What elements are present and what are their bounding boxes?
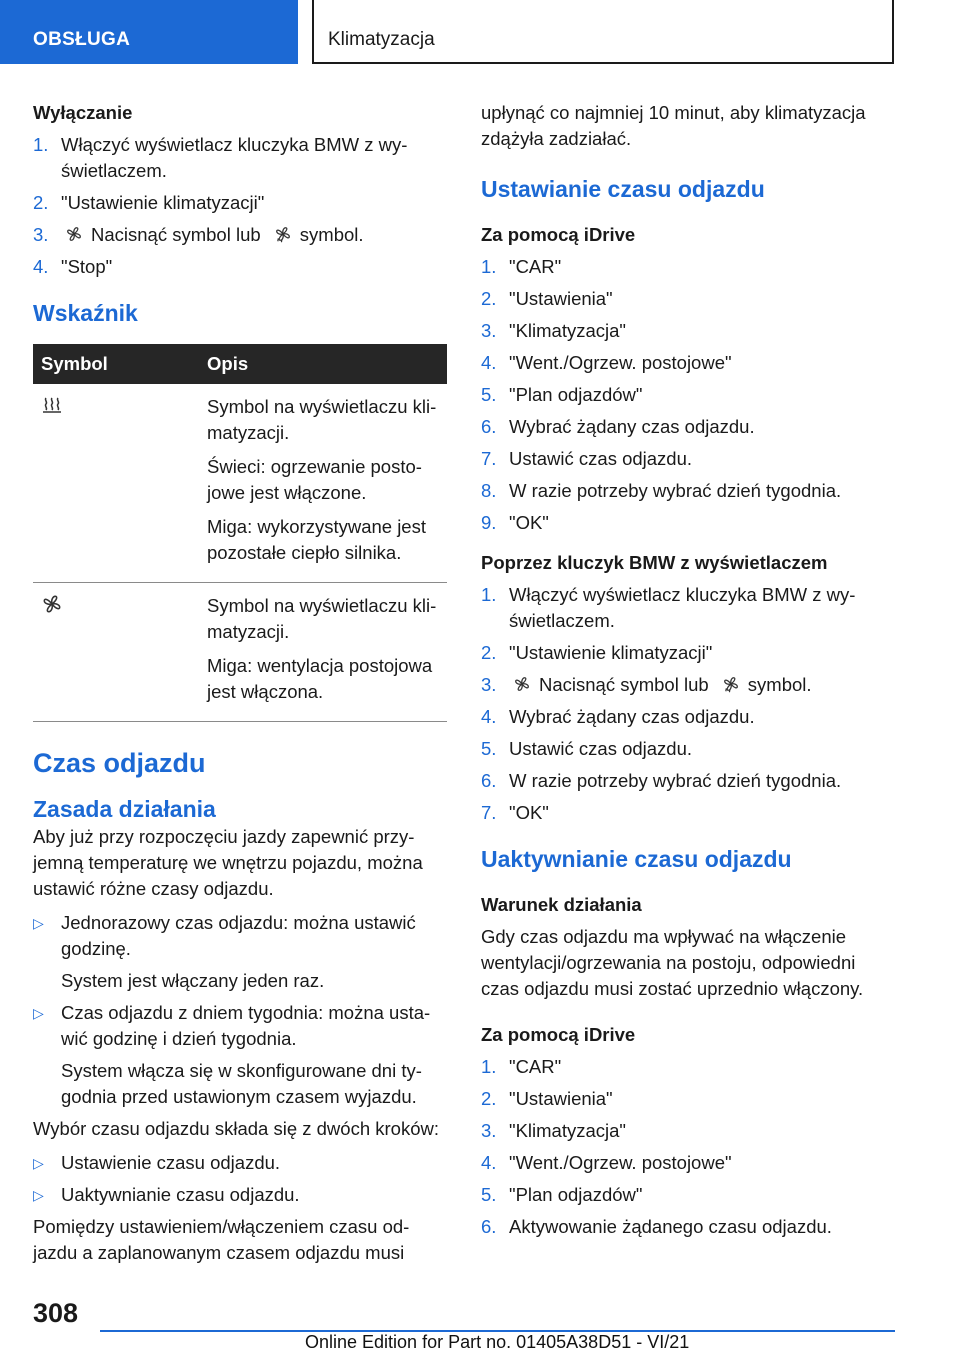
list-item bbox=[481, 768, 895, 794]
continuation-text: upłynąć co najmniej 10 minut, aby klimatyzacja zdążyła zadziałać. bbox=[481, 102, 866, 149]
indicator-table bbox=[33, 344, 447, 722]
list-item bbox=[33, 1000, 447, 1110]
bullet-icon: ▷ bbox=[33, 915, 44, 931]
chapter-title: Klimatyzacja bbox=[328, 29, 435, 50]
step-text: "Ustawienie klimatyzacji" bbox=[509, 642, 713, 663]
step-number: 2. bbox=[33, 192, 49, 213]
step-number: 5. bbox=[481, 384, 497, 405]
column-header-symbol: Symbol bbox=[33, 344, 199, 384]
symbol-cell bbox=[33, 384, 199, 583]
list-item bbox=[481, 446, 895, 472]
description-line: Symbol na wyświetlaczu kli-matyzacji. bbox=[207, 595, 437, 642]
description-line: Miga: wentylacja postojowa jest włączona. bbox=[207, 655, 433, 702]
key-heading: Poprzez kluczyk BMW z wyświetlaczem bbox=[481, 552, 828, 573]
step-text: Wybrać żądany czas odjazdu. bbox=[509, 416, 755, 437]
step-text: "CAR" bbox=[509, 1056, 562, 1077]
page-number: 308 bbox=[33, 1298, 79, 1328]
heating-fan-icon bbox=[722, 675, 740, 693]
list-item bbox=[481, 672, 895, 698]
list-item bbox=[481, 1054, 895, 1080]
principle-heading: Zasada działania bbox=[33, 796, 216, 822]
step-number: 3. bbox=[33, 224, 49, 245]
step-number: 2. bbox=[481, 1088, 497, 1109]
list-item bbox=[481, 350, 895, 376]
table-row bbox=[33, 583, 447, 722]
left-column bbox=[33, 100, 447, 1266]
step-number: 7. bbox=[481, 802, 497, 823]
step-text: W razie potrzeby wybrać dzień tygodnia. bbox=[509, 480, 842, 501]
list-item bbox=[481, 1214, 895, 1240]
activate-steps bbox=[481, 1054, 895, 1240]
list-item bbox=[481, 414, 895, 440]
table-header-row bbox=[33, 344, 447, 384]
off-steps bbox=[33, 132, 447, 280]
step-text: "Ustawienia" bbox=[509, 1088, 613, 1109]
step-number: 4. bbox=[481, 706, 497, 727]
step-text: "OK" bbox=[509, 802, 549, 823]
step-text: "Plan odjazdów" bbox=[509, 1184, 643, 1205]
description-cell bbox=[199, 384, 447, 583]
departure-types-list bbox=[33, 910, 447, 1110]
step-text: "Ustawienia" bbox=[509, 288, 613, 309]
step-text: "Klimatyzacja" bbox=[509, 320, 626, 341]
step-text: Ustawić czas odjazdu. bbox=[509, 448, 693, 469]
right-column bbox=[481, 100, 895, 1246]
description-line: Świeci: ogrzewanie posto-jowe jest włączone. bbox=[207, 456, 422, 503]
step-number: 1. bbox=[481, 584, 497, 605]
step-text: "Stop" bbox=[61, 256, 113, 277]
list-item bbox=[33, 222, 447, 248]
list-item bbox=[33, 1150, 447, 1176]
step-text: "Plan odjazdów" bbox=[509, 384, 643, 405]
step-text: Włączyć wyświetlacz kluczyka BMW z wy-świetlaczem. bbox=[61, 134, 408, 181]
description-line: Miga: wykorzystywane jest pozostałe ciepło silnika. bbox=[207, 516, 426, 563]
list-item bbox=[481, 286, 895, 312]
step-number: 7. bbox=[481, 448, 497, 469]
step-number: 5. bbox=[481, 738, 497, 759]
list-item bbox=[481, 382, 895, 408]
set-departure-heading: Ustawianie czasu odjazdu bbox=[481, 176, 765, 202]
bullet-text: Jednorazowy czas odjazdu: można ustawić godzinę. bbox=[61, 912, 416, 959]
step-number: 4. bbox=[481, 352, 497, 373]
fan-icon bbox=[65, 225, 83, 243]
list-item bbox=[481, 640, 895, 666]
heating-symbol-icon bbox=[41, 394, 63, 416]
list-item bbox=[481, 582, 895, 634]
idrive-heading-2: Za pomocą iDrive bbox=[481, 1024, 636, 1045]
bullet-text: Uaktywnianie czasu odjazdu. bbox=[61, 1184, 300, 1205]
list-item bbox=[481, 1118, 895, 1144]
description-cell bbox=[199, 583, 447, 722]
step-text: "Ustawienie klimatyzacji" bbox=[61, 192, 265, 213]
table-row bbox=[33, 384, 447, 583]
step-text: W razie potrzeby wybrać dzień tygodnia. bbox=[509, 770, 842, 791]
description-line: Symbol na wyświetlaczu kli-matyzacji. bbox=[207, 396, 437, 443]
step-number: 1. bbox=[481, 1056, 497, 1077]
condition-heading: Warunek działania bbox=[481, 894, 642, 915]
symbol-cell bbox=[33, 583, 199, 722]
choice-text: Wybór czasu odjazdu składa się z dwóch kroków: bbox=[33, 1118, 439, 1139]
step-number: 4. bbox=[481, 1152, 497, 1173]
key-steps bbox=[481, 582, 895, 826]
indicator-heading: Wskaźnik bbox=[33, 300, 138, 326]
list-item bbox=[33, 910, 447, 994]
step-number: 6. bbox=[481, 416, 497, 437]
step-number: 3. bbox=[481, 1120, 497, 1141]
departure-heading: Czas odjazdu bbox=[33, 748, 206, 778]
step-number: 4. bbox=[33, 256, 49, 277]
step-number: 2. bbox=[481, 288, 497, 309]
section-tab bbox=[0, 0, 298, 64]
section-title: OBSŁUGA bbox=[33, 29, 131, 50]
list-item bbox=[481, 510, 895, 536]
list-item bbox=[33, 254, 447, 280]
bullet-text: Czas odjazdu z dniem tygodnia: można usta-wić godzinę i dzień tygodnia. bbox=[61, 1002, 431, 1049]
step-text: symbol. bbox=[747, 674, 812, 695]
set-steps bbox=[481, 254, 895, 536]
step-text: Nacisnąć symbol lub bbox=[91, 224, 261, 245]
principle-text: Aby już przy rozpoczęciu jazdy zapewnić przy-jemną temperaturę we wnętrzu pojazdu, można ustawić różne czasy odjazdu. bbox=[33, 826, 423, 899]
bullet-icon: ▷ bbox=[33, 1155, 44, 1171]
list-item bbox=[33, 190, 447, 216]
step-number: 1. bbox=[481, 256, 497, 277]
ventilation-symbol-icon bbox=[41, 593, 63, 615]
chapter-header bbox=[312, 0, 894, 64]
list-item bbox=[481, 318, 895, 344]
step-text: "Went./Ogrzew. postojowe" bbox=[509, 1152, 732, 1173]
step-text: Ustawić czas odjazdu. bbox=[509, 738, 693, 759]
step-text: symbol. bbox=[299, 224, 364, 245]
list-item bbox=[481, 478, 895, 504]
step-number: 9. bbox=[481, 512, 497, 533]
condition-text: Gdy czas odjazdu ma wpływać na włączenie wentylacji/ogrzewania na postoju, odpowiedni czas odjazdu musi zostać uprzednio włączony. bbox=[481, 926, 864, 999]
idrive-heading: Za pomocą iDrive bbox=[481, 224, 636, 245]
step-number: 3. bbox=[481, 674, 497, 695]
step-number: 2. bbox=[481, 642, 497, 663]
step-number: 8. bbox=[481, 480, 497, 501]
list-item bbox=[481, 1182, 895, 1208]
bullet-subtext: System włącza się w skonfigurowane dni ty-godnia przed ustawionym czasem wyjazdu. bbox=[61, 1060, 422, 1107]
list-item bbox=[481, 736, 895, 762]
step-number: 1. bbox=[33, 134, 49, 155]
step-number: 3. bbox=[481, 320, 497, 341]
bullet-icon: ▷ bbox=[33, 1005, 44, 1021]
step-text: Wybrać żądany czas odjazdu. bbox=[509, 706, 755, 727]
step-text: Aktywowanie żądanego czasu odjazdu. bbox=[509, 1216, 832, 1237]
off-heading: Wyłączanie bbox=[33, 102, 133, 123]
bullet-icon: ▷ bbox=[33, 1187, 44, 1203]
step-number: 5. bbox=[481, 1184, 497, 1205]
bullet-text: Ustawienie czasu odjazdu. bbox=[61, 1152, 281, 1173]
step-number: 6. bbox=[481, 770, 497, 791]
step-number: 6. bbox=[481, 1216, 497, 1237]
list-item bbox=[33, 132, 447, 184]
step-text: "Klimatyzacja" bbox=[509, 1120, 626, 1141]
heating-fan-icon bbox=[274, 225, 292, 243]
column-header-description: Opis bbox=[199, 344, 447, 384]
list-item bbox=[481, 254, 895, 280]
step-text: "CAR" bbox=[509, 256, 562, 277]
list-item bbox=[33, 1182, 447, 1208]
list-item bbox=[481, 704, 895, 730]
steps-list bbox=[33, 1150, 447, 1208]
list-item bbox=[481, 1086, 895, 1112]
activate-heading: Uaktywnianie czasu odjazdu bbox=[481, 846, 792, 872]
bullet-subtext: System jest włączany jeden raz. bbox=[61, 970, 325, 991]
edition-note: Online Edition for Part no. 01405A38D51 - VI/21 bbox=[305, 1332, 690, 1352]
between-text: Pomiędzy ustawieniem/włączeniem czasu od-jazdu a zaplanowanym czasem odjazdu musi bbox=[33, 1216, 410, 1263]
fan-icon bbox=[513, 675, 531, 693]
step-text: Nacisnąć symbol lub bbox=[539, 674, 709, 695]
step-text: "OK" bbox=[509, 512, 549, 533]
list-item bbox=[481, 800, 895, 826]
step-text: Włączyć wyświetlacz kluczyka BMW z wy-świetlaczem. bbox=[509, 584, 856, 631]
step-text: "Went./Ogrzew. postojowe" bbox=[509, 352, 732, 373]
list-item bbox=[481, 1150, 895, 1176]
